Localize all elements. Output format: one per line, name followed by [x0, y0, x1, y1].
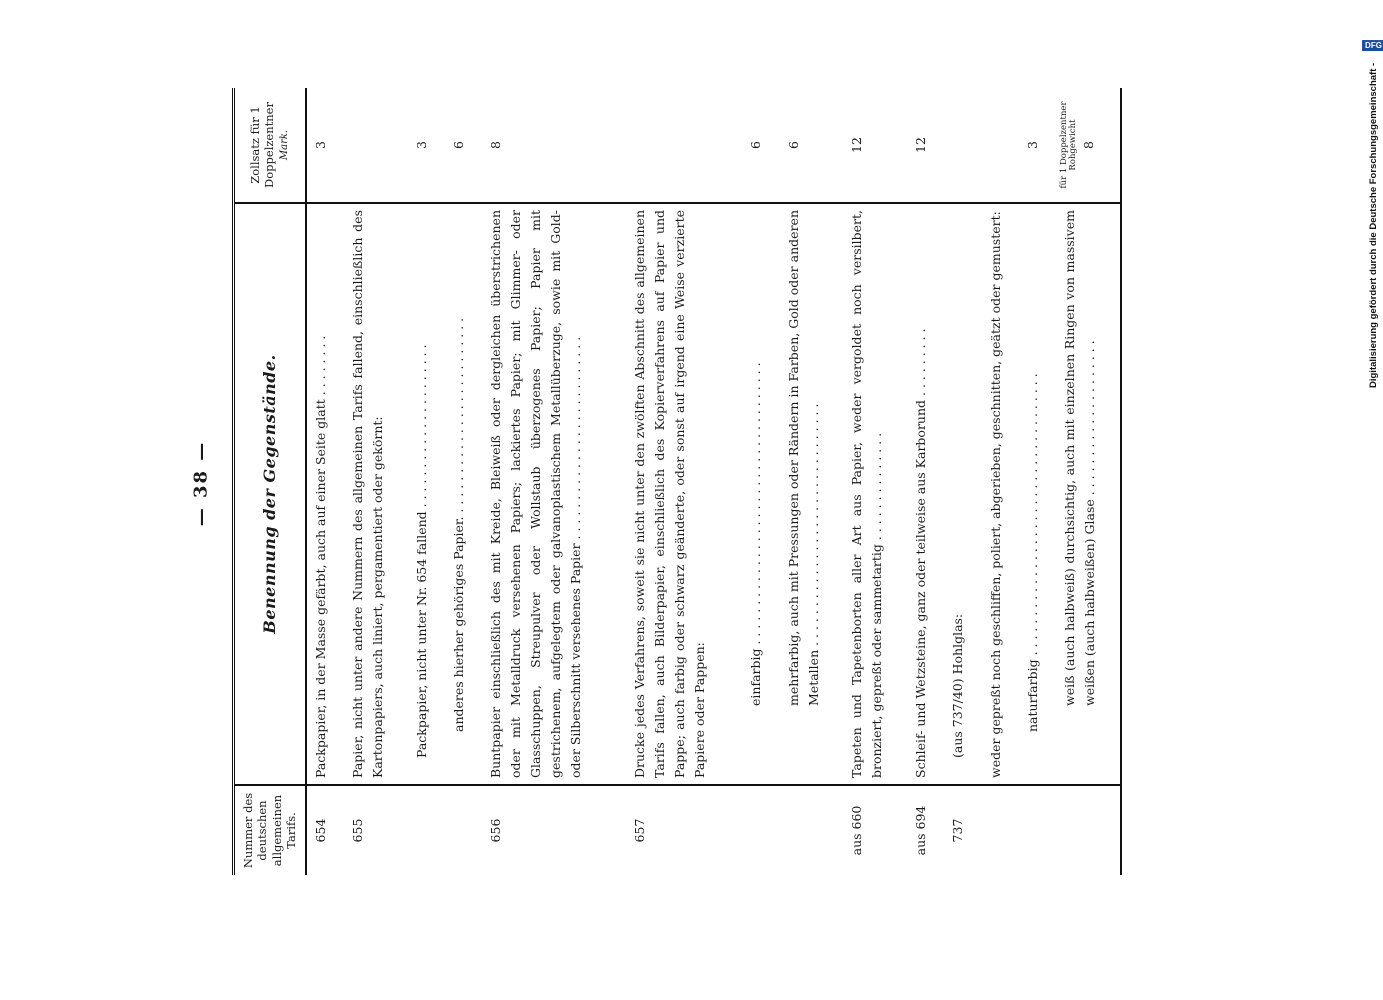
duty-rate: [445, 88, 482, 203]
tariff-number: [742, 785, 779, 875]
goods-description: (aus 737/40) Hohlglas:: [950, 613, 966, 758]
table-row: [907, 88, 944, 875]
header-benennung: Benennung der Gegenstände.: [234, 203, 306, 785]
goods-description: Drucke jedes Verfahrens, soweit sie nicht unter den zwölften Abschnitt des allgemeinen Tarifs fallen, auch Bilderpapier, einschließlich des Kopierverfahrens auf Papier und Pappe; auch farbig oder schwarz geänderte, oder sonst auf irgend eine Weise verzierte Papiere oder Pappen:: [631, 210, 707, 778]
page-number-text: — 38 —: [190, 440, 212, 526]
duty-rate: [982, 88, 1019, 203]
duty-rate-value: 8: [1080, 141, 1096, 149]
duty-rate-value: 3: [312, 141, 328, 149]
duty-rate-note: für 1 Doppelzentner Rohgewicht: [1058, 101, 1079, 189]
duty-rate-value: 12: [913, 137, 929, 153]
duty-rate-value: 3: [1024, 141, 1040, 149]
tariff-number: [982, 785, 1019, 875]
duty-rate-value: 8: [488, 141, 504, 149]
tariff-table: [232, 88, 1122, 875]
header-zollsatz-label: Zollsatz für 1 Doppelzentner: [247, 102, 276, 188]
header-zollsatz-unit: Mark.: [279, 129, 291, 161]
goods-description: Buntpapier einschließlich des mit Kreide, Bleiweiß oder dergleichen überstrichenen oder mit Metalldruck versehenen Papiers; lackiertes Papier; mit Glimmer- oder Glasschuppen, Streupulver oder Wollstaub überzogenes Papier; Papier mit gestrichenem, aufgelegtem oder galvanoplastischem Metallüberzuge, sowie mit Gold- oder Silberschnitt versehenes Papier . . . . . . . . . . . . . . . . . . . . . . . . . .: [488, 210, 584, 778]
header-zollsatz: [234, 88, 306, 203]
goods-description: anderes hierher gehöriges Papier. . . . . . . . . . . . . . . . . . . . . . . . . .: [450, 317, 466, 732]
tariff-number: aus 660: [843, 785, 907, 875]
goods-description: weder gepreßt noch geschliffen, poliert, abgerieben, geschnitten, geätzt oder gemustert:: [987, 211, 1003, 778]
duty-rate: [1056, 88, 1121, 203]
duty-rate-value: 6: [748, 141, 764, 149]
duty-rate: [944, 88, 981, 203]
duty-rate: [843, 88, 907, 203]
tariff-number: [1019, 785, 1056, 875]
header-nummer: Nummer des deutschen allgemeinen Tarifs.: [234, 785, 306, 875]
digitization-notice-text: Digitalisierung gefördert durch die Deutsche Forschungsgemeinschaft -: [1367, 62, 1379, 388]
duty-rate: [742, 88, 779, 203]
tariff-number: 654: [306, 785, 345, 875]
goods-description: Packpapier, in der Masse gefärbt, auch auf einer Seite glatt . . . . . . . .: [312, 335, 328, 778]
table-body: [306, 88, 1122, 875]
goods-description: weiß (auch halbweiß) durchsichtig, auch mit einzelnen Ringen von massivem weißen (auch halbweißen) Glase . . . . . . . . . . . . . . . . . . . .: [1056, 203, 1121, 785]
goods-description: mehrfarbig, auch mit Pressungen oder Rändern in Farben, Gold oder anderen Metallen . . . . . . . . . . . . . . . . . . . . . . . . . . . . . . .: [785, 210, 821, 706]
goods-description: Packpapier, nicht unter Nr. 654 fallend . . . . . . . . . . . . . . . . . . . . .: [413, 344, 429, 758]
table-row: [344, 88, 408, 875]
tariff-number: 657: [626, 785, 743, 875]
duty-rate: [907, 88, 944, 203]
table-row: [445, 88, 482, 875]
duty-rate-value: 12: [849, 137, 865, 153]
goods-description: Schleif- und Wetzsteine, ganz oder teilweise aus Karborund . . . . . . . . .: [913, 328, 929, 778]
goods-description: Tapeten und Tapetenborten aller Art aus Papier, weder vergoldet noch versilbert, bronziert, gepreßt oder sammetartig . . . . . . . . . . . . . .: [849, 210, 885, 778]
tariff-number: 655: [344, 785, 408, 875]
tariff-number: [1056, 785, 1121, 875]
table-row: [944, 88, 981, 875]
duty-rate: [626, 88, 743, 203]
table-row: [780, 88, 844, 875]
duty-rate: [306, 88, 345, 203]
digitization-notice: [1362, 8, 1383, 388]
tariff-number: aus 694: [907, 785, 944, 875]
goods-description: naturfarbig . . . . . . . . . . . . . . . . . . . . . . . . . . . . . . . . . . . .: [1024, 373, 1040, 732]
duty-rate-value: 3: [413, 141, 429, 149]
tariff-number: [408, 785, 445, 875]
duty-rate-value: 6: [450, 141, 466, 149]
duty-rate-value: 6: [785, 141, 801, 149]
dfg-logo: DFG: [1362, 40, 1383, 51]
table-row: [626, 88, 743, 875]
page-number: [186, 428, 216, 538]
table-row: [843, 88, 907, 875]
table-row: [482, 88, 625, 875]
duty-rate: [408, 88, 445, 203]
goods-description: Papier, nicht unter andere Nummern des allgemeinen Tarifs fallend, einschließlich des Kartonpapiers, auch liniert, pergamentiert oder gekörnt:: [350, 210, 386, 778]
duty-rate: [1019, 88, 1056, 203]
table-row: [1056, 88, 1121, 875]
duty-rate: [482, 88, 625, 203]
table-header-row: [234, 88, 306, 875]
tariff-number: 656: [482, 785, 625, 875]
tariff-number: [780, 785, 844, 875]
duty-rate: [780, 88, 844, 203]
tariff-number: [445, 785, 482, 875]
table-row: [742, 88, 779, 875]
table-row: [982, 88, 1019, 875]
duty-rate: [344, 88, 408, 203]
goods-description: einfarbig . . . . . . . . . . . . . . . . . . . . . . . . . . . . . . . . . . . .: [748, 362, 764, 706]
table-row: [306, 88, 345, 875]
table-row: [408, 88, 445, 875]
tariff-number: 737: [944, 785, 981, 875]
table-row: [1019, 88, 1056, 875]
tariff-table-frame: [232, 88, 1122, 875]
